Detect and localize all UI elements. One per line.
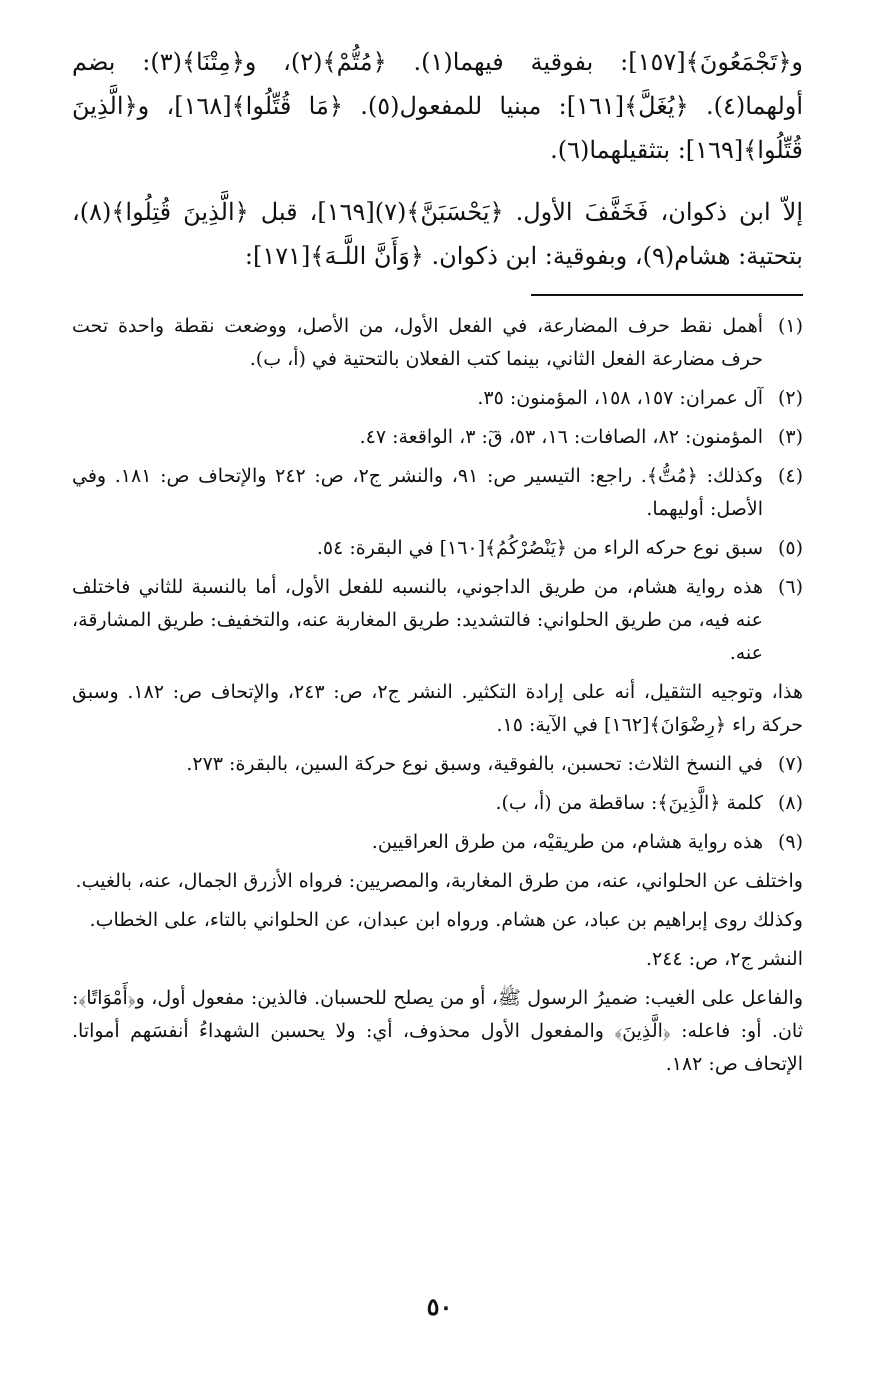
- footnote-number: (١): [777, 315, 803, 337]
- footnotes: [72, 310, 803, 1081]
- footnote-2: [72, 382, 803, 415]
- footnote-continuation: والفاعل على الغيب: ضميرُ الرسول ﷺ، أو من يصلح للحسبان. فالذين: مفعول أول، و﴿أَمْوَاتًا﴾: ثان. أو: فاعله: ﴿الَّذِينَ﴾ والمفعول الأول محذوف، أي: ولا يحسبن الشهداءُ أنفسَهم أمواتا. الإتحاف ص: ١٨٢.: [72, 987, 803, 1075]
- footnote-9: [72, 826, 803, 859]
- footnote-number: (٦): [777, 576, 803, 598]
- footnote-8: [72, 787, 803, 820]
- footnote-7: [72, 748, 803, 781]
- page-number: ٥٠: [426, 1292, 453, 1321]
- footnote-text: هذه رواية هشام، من طريقيْه، من طرق العراقيين.: [371, 831, 763, 853]
- footnote-continuation: واختلف عن الحلواني، عنه، من طرق المغاربة، والمصريين: فرواه الأزرق الجمال، عنه، بالغيب.: [75, 870, 803, 892]
- main-paragraph: إلاّ ابن ذكوان، فَخَفَّفَ الأول. ﴿يَحْسَبَنَّ﴾(٧)[١٦٩]، قبل ﴿الَّذِينَ قُتِلُوا﴾(٨)، بتحتية: هشام(٩)، وبفوقية: ابن ذكوان. ﴿وَأَنَّ اللَّـهَ﴾[١٧١]:: [72, 198, 803, 270]
- footnote-number: (٧): [777, 753, 803, 775]
- main-paragraph: و﴿تَجْمَعُونَ﴾[١٥٧]: بفوقية فيهما(١). ﴿مُتُّمْ﴾(٢)، و﴿مِتْنَا﴾(٣): بضم أولهما(٤). ﴿يُغَلَّ﴾[١٦١]: مبنيا للمفعول(٥). ﴿مَا قُتِّلُوا﴾[١٦٨]، و﴿الَّذِينَ قُتِّلُوا﴾[١٦٩]: بتثقيلهما(٦).: [72, 48, 804, 164]
- footnote-text: سبق نوع حركه الراء من ﴿يَنْصُرْكُمُ﴾[١٦٠] في البقرة: ٥٤.: [316, 537, 763, 559]
- footnote-5: [72, 532, 803, 565]
- footnote-number: (٢): [777, 387, 803, 409]
- footnote-1: [72, 310, 803, 376]
- footnote-6: [72, 571, 803, 670]
- main-text: [72, 40, 803, 278]
- footnote-continuation: هذا، وتوجيه التثقيل، أنه على إرادة التكثير. النشر ج٢، ص: ٢٤٣، والإتحاف ص: ١٨٢. وسبق حركة راء ﴿رِضْوَانَ﴾[١٦٢] في الآية: ١٥.: [72, 681, 803, 736]
- footnote-text: المؤمنون: ٨٢، الصافات: ١٦، ٥٣، قٓ: ٣، الواقعة: ٤٧.: [359, 426, 763, 448]
- footnote-text: هذه رواية هشام، من طريق الداجوني، بالنسبه للفعل الأول، أما بالنسبة للثاني فاختلف عنه فيه، من طريق الحلواني: فالتشديد: طريق المغاربة عنه، والتخفيف: طريق المشارقة، عنه.: [72, 576, 763, 664]
- footnote-number: (٨): [777, 792, 803, 814]
- footnote-text: كلمة ﴿الَّذِينَ﴾: ساقطة من (أ، ب).: [495, 792, 763, 814]
- footnote-number: (٥): [777, 537, 803, 559]
- footnote-number: (٤): [777, 465, 803, 487]
- footnote-3: [72, 421, 803, 454]
- footnote-number: (٩): [777, 831, 803, 853]
- footnote-text: وكذلك: ﴿مُتُّ﴾. راجع: التيسير ص: ٩١، والنشر ج٢، ص: ٢٤٢ والإتحاف ص: ١٨١. وفي الأصل: أوليهما.: [72, 465, 763, 520]
- footnote-text: آل عمران: ١٥٧، ١٥٨، المؤمنون: ٣٥.: [477, 387, 763, 409]
- footnote-number: (٣): [777, 426, 803, 448]
- footnote-continuation: النشر ج٢، ص: ٢٤٤.: [645, 948, 803, 970]
- footnote-divider: [531, 294, 803, 296]
- page-content: [72, 40, 803, 1388]
- footnote-text: أهمل نقط حرف المضارعة، في الفعل الأول، من الأصل، ووضعت نقطة واحدة تحت حرف مضارعة الفعل الثاني، بينما كتب الفعلان بالتحتية في (أ، ب).: [72, 315, 763, 370]
- footnote-4: [72, 460, 803, 526]
- footnote-text: في النسخ الثلاث: تحسبن، بالفوقية، وسبق نوع حركة السين، بالبقرة: ٢٧٣.: [186, 753, 763, 775]
- footnote-continuation: وكذلك روى إبراهيم بن عباد، عن هشام. ورواه ابن عبدان، عن الحلواني بالتاء، على الخطاب.: [89, 909, 803, 931]
